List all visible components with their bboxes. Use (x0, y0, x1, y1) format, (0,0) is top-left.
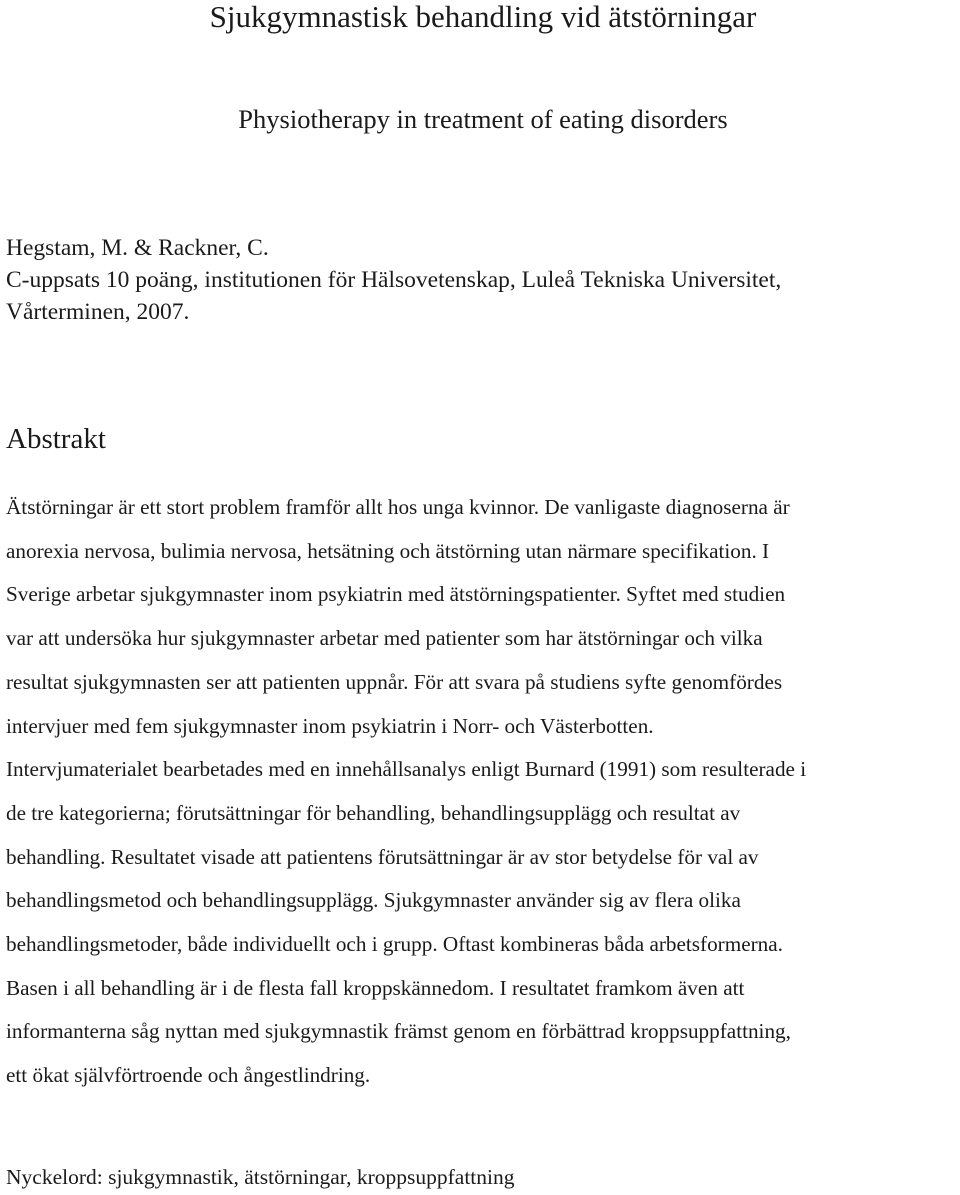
term: Vårterminen, 2007. (6, 299, 190, 325)
abstract-body (6, 486, 960, 1098)
abstract-line: ett ökat självförtroende och ångestlindring. (6, 1063, 371, 1088)
abstract-line: behandling. Resultatet visade att patientens förutsättningar är av stor betydelse för val av (6, 844, 759, 869)
abstract-line: informanterna såg nyttan med sjukgymnastik främst genom en förbättrad kroppsuppfattning, (6, 1019, 791, 1044)
authors: Hegstam, M. & Rackner, C. (6, 235, 269, 261)
abstract-line: var att undersöka hur sjukgymnaster arbetar med patienter som har ätstörningar och vilka (6, 626, 763, 651)
document-title: Sjukgymnastisk behandling vid ätstörningar (209, 0, 757, 34)
abstract-line: Basen i all behandling är i de flesta fall kroppskännedom. I resultatet framkom även att (6, 975, 745, 1000)
document-subtitle: Physiotherapy in treatment of eating disorders (238, 104, 728, 134)
abstract-line: Ätstörningar är ett stort problem framför allt hos unga kvinnor. De vanligaste diagnoserna är (6, 495, 790, 519)
keywords: Nyckelord: sjukgymnastik, ätstörningar, kroppsuppfattning (6, 1165, 515, 1189)
thesis-info: C-uppsats 10 poäng, institutionen för Hälsovetenskap, Luleå Tekniska Universitet, (6, 267, 782, 293)
abstract-line: anorexia nervosa, bulimia nervosa, hetsätning och ätstörning utan närmare specifikation. I (6, 538, 770, 563)
abstract-line: de tre kategorierna; förutsättningar för behandling, behandlingsupplägg och resultat av (6, 800, 741, 825)
abstract-line: intervjuer med fem sjukgymnaster inom psykiatrin i Norr- och Västerbotten. (6, 713, 654, 738)
abstract-heading: Abstrakt (6, 423, 106, 455)
abstract-line: behandlingsmetoder, både individuellt och i grupp. Oftast kombineras båda arbetsformerna. (6, 932, 783, 957)
abstract-line: resultat sjukgymnasten ser att patienten uppnår. För att svara på studiens syfte genomfördes (6, 669, 783, 694)
document-meta (6, 232, 956, 328)
abstract-line: Intervjumaterialet bearbetades med en innehållsanalys enligt Burnard (1991) som resulterade i (6, 757, 807, 782)
abstract-line: behandlingsmetod och behandlingsupplägg. Sjukgymnaster använder sig av flera olika (6, 888, 741, 913)
abstract-line: Sverige arbetar sjukgymnaster inom psykiatrin med ätstörningspatienter. Syftet med studien (6, 582, 786, 607)
